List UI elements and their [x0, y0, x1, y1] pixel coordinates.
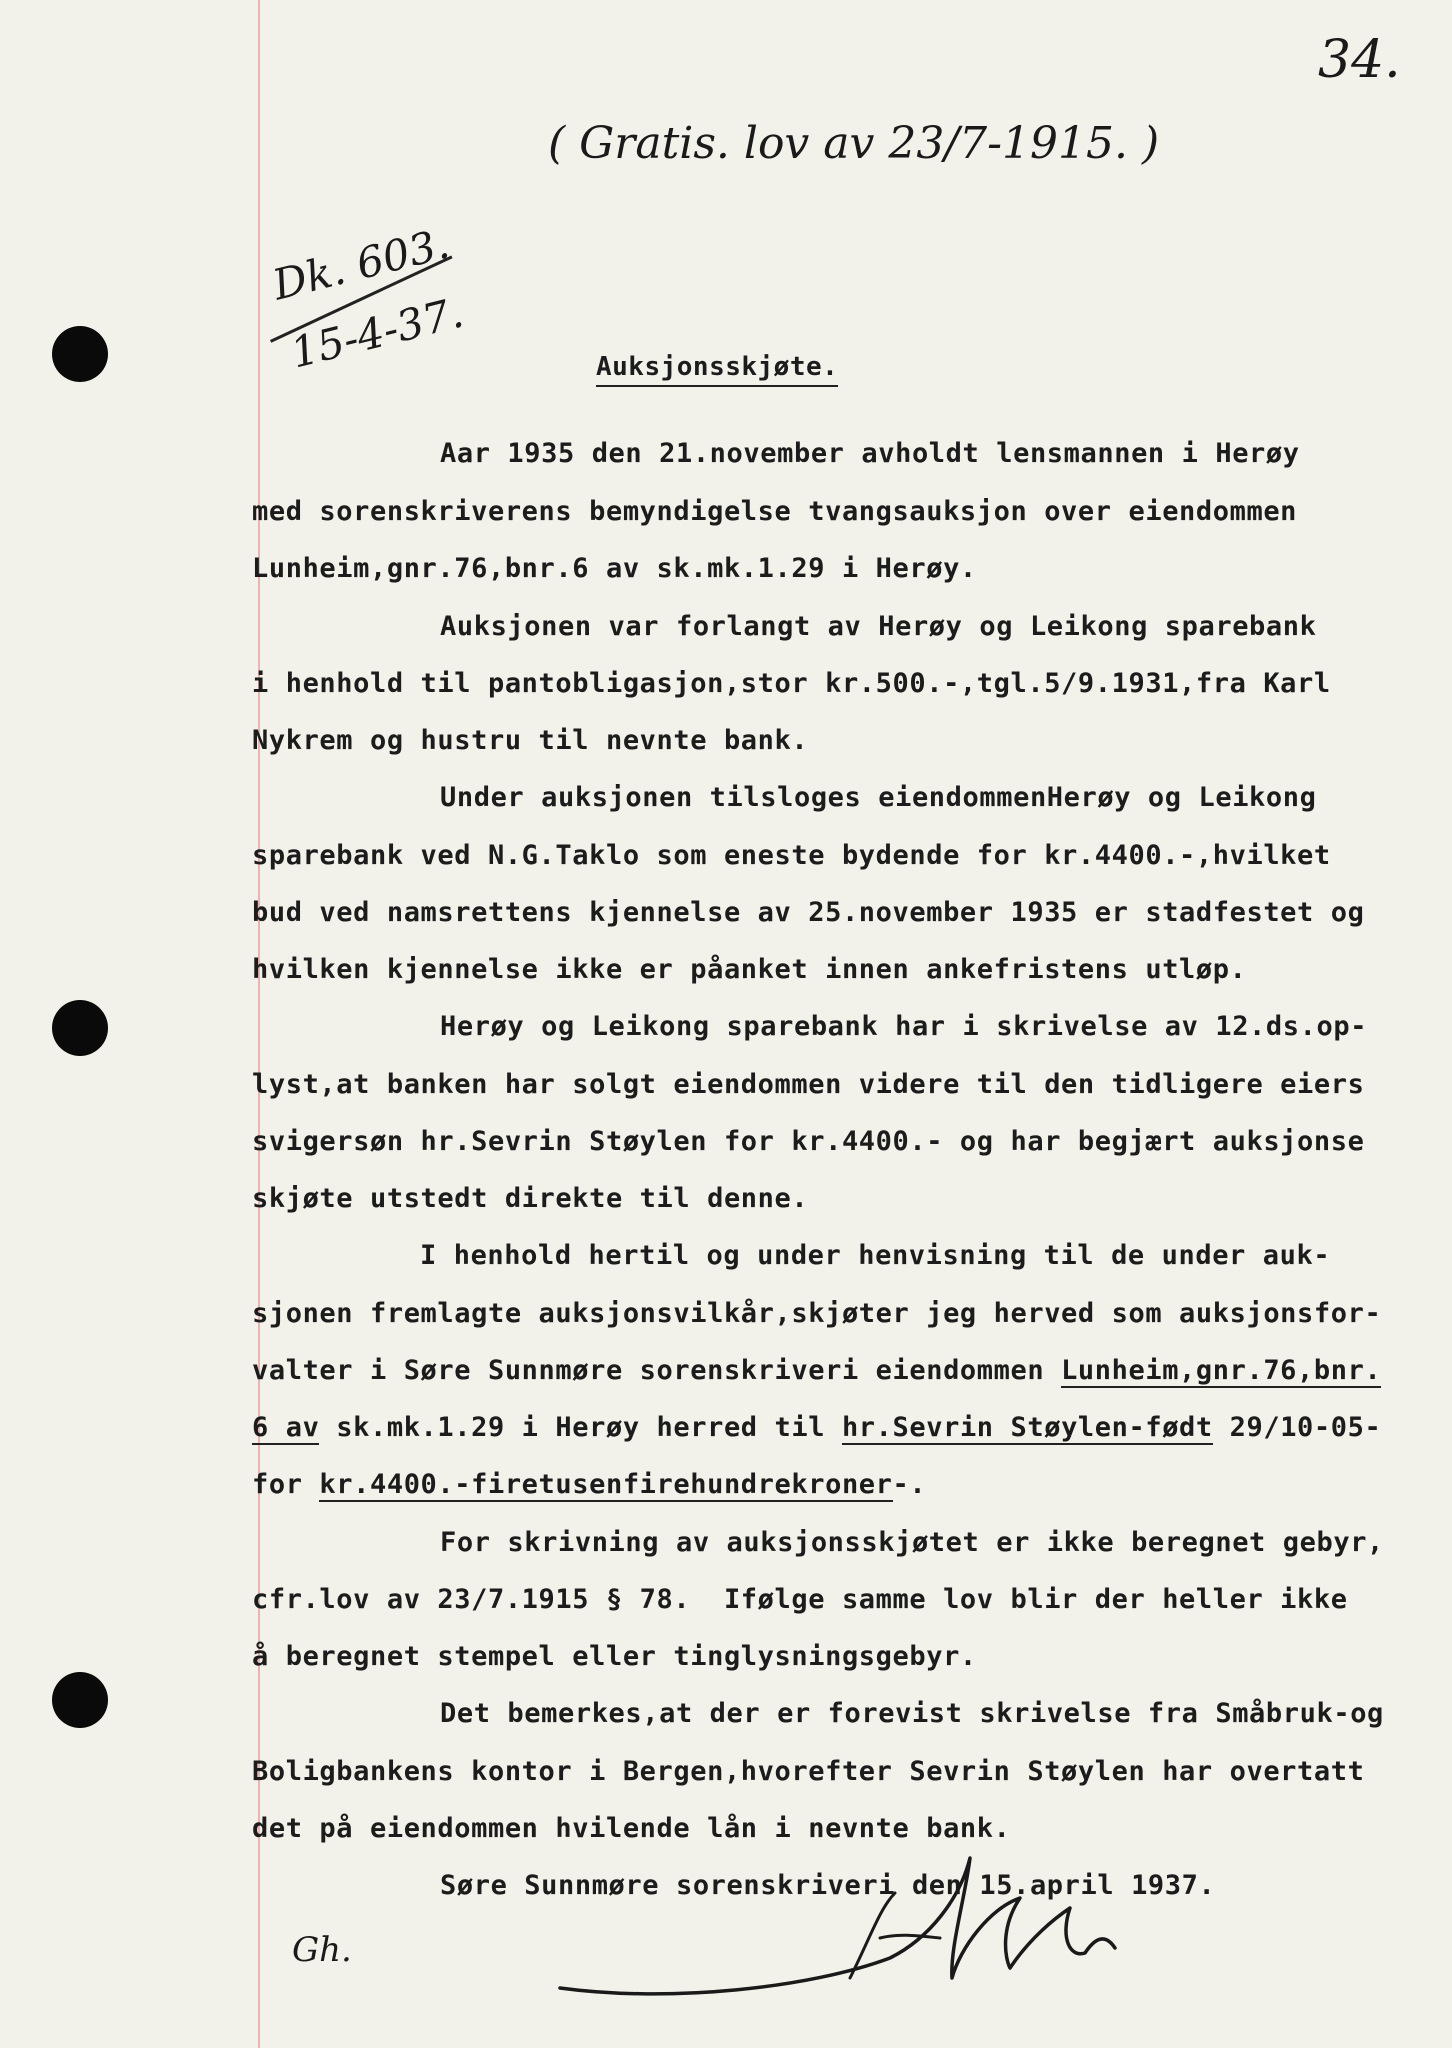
underlined-property: Lunheim,gnr.76,bnr.: [1061, 1355, 1382, 1386]
punch-hole: [52, 1000, 108, 1056]
document-reference: Dk. 603.: [268, 218, 454, 310]
body-line: med sorenskriverens bemyndigelse tvangsauksjon over eiendommen: [252, 496, 1298, 527]
page-number: 34.: [1318, 30, 1401, 90]
body-text: -.: [892, 1469, 927, 1500]
underlined-price: kr.4400.-firetusenfirehundrekroner: [319, 1469, 893, 1500]
body-line: [252, 1469, 926, 1500]
body-line: hvilken kjennelse ikke er påanket innen ankefristens utløp.: [252, 954, 1247, 985]
underlined-property: 6 av: [252, 1412, 320, 1443]
body-text: 29/10-05-: [1212, 1412, 1382, 1443]
body-line: For skrivning av auksjonsskjøtet er ikke beregnet gebyr,: [440, 1527, 1384, 1558]
body-text: valter i Søre Sunnmøre sorenskriveri eiendommen: [252, 1355, 1062, 1386]
margin-rule: [258, 0, 260, 2048]
body-line: bud ved namsrettens kjennelse av 25.november 1935 er stadfestet og: [252, 897, 1365, 928]
body-line: Det bemerkes,at der er forevist skrivelse fra Småbruk-og: [440, 1698, 1384, 1729]
body-line: sparebank ved N.G.Taklo som eneste bydende for kr.4400.-,hvilket: [252, 840, 1331, 871]
document-reference-date: 15-4-37.: [286, 287, 468, 378]
body-line: cfr.lov av 23/7.1915 § 78. Ifølge samme lov blir der heller ikke: [252, 1584, 1348, 1615]
body-line: [252, 1355, 1381, 1386]
body-line: det på eiendommen hvilende lån i nevnte bank.: [252, 1813, 1011, 1844]
punch-hole: [52, 326, 108, 382]
body-line: skjøte utstedt direkte til denne.: [252, 1183, 809, 1214]
body-line: Søre Sunnmøre sorenskriveri den 15.april 1937.: [440, 1870, 1216, 1901]
body-line: Nykrem og hustru til nevnte bank.: [252, 725, 809, 756]
body-text: for: [252, 1469, 320, 1500]
body-line: i henhold til pantobligasjon,stor kr.500.-,tgl.5/9.1931,fra Karl: [252, 668, 1331, 699]
body-line: å beregnet stempel eller tinglysningsgebyr.: [252, 1641, 977, 1672]
body-line: lyst,at banken har solgt eiendommen videre til den tidligere eiers: [252, 1069, 1365, 1100]
signature: [550, 1838, 1150, 2008]
punch-hole: [52, 1672, 108, 1728]
body-line: Boligbankens kontor i Bergen,hvorefter Sevrin Støylen har overtatt: [252, 1756, 1365, 1787]
underlined-buyer: hr.Sevrin Støylen-født: [841, 1412, 1213, 1443]
body-line: Herøy og Leikong sparebank har i skrivelse av 12.ds.op-: [440, 1011, 1368, 1042]
body-line: Lunheim,gnr.76,bnr.6 av sk.mk.1.29 i Herøy.: [252, 553, 977, 584]
body-line: Auksjonen var forlangt av Herøy og Leikong sparebank: [440, 611, 1317, 642]
body-line: [252, 1412, 1381, 1443]
initials: Gh.: [292, 1930, 352, 1970]
body-line: I henhold hertil og under henvisning til de under auk-: [420, 1240, 1331, 1271]
body-line: Under auksjonen tilsloges eiendommenHerøy og Leikong: [440, 782, 1317, 813]
body-text: sk.mk.1.29 i Herøy herred til: [319, 1412, 842, 1443]
handwritten-annotation: ( Gratis. lov av 23/7-1915. ): [548, 118, 1160, 169]
document-title: Auksjonsskjøte.: [596, 352, 838, 387]
body-line: Aar 1935 den 21.november avholdt lensmannen i Herøy: [440, 438, 1300, 469]
body-line: sjonen fremlagte auksjonsvilkår,skjøter jeg herved som auksjonsfor-: [252, 1298, 1382, 1329]
body-line: svigersøn hr.Sevrin Støylen for kr.4400.- og har begjært auksjonse: [252, 1126, 1365, 1157]
